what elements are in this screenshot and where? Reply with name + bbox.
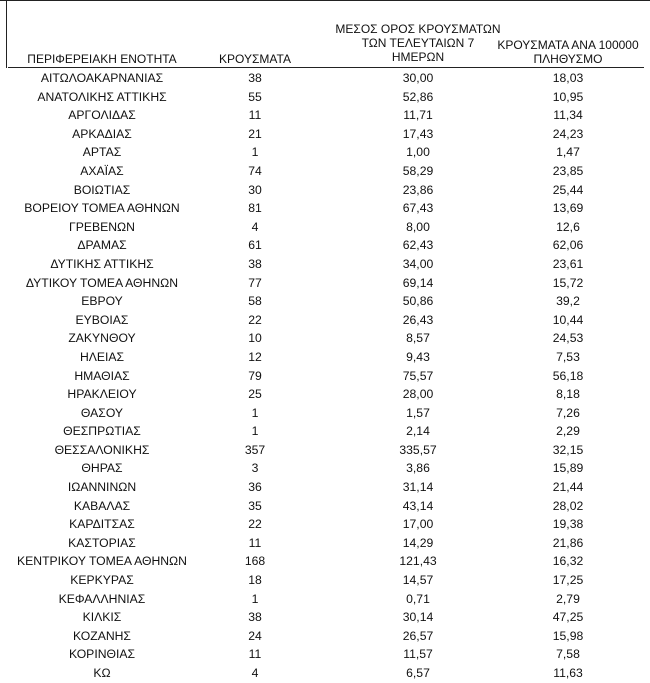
- top-border: [0, 0, 650, 1]
- table-row: [0, 125, 650, 144]
- per100k-cell: 11,34: [553, 108, 583, 123]
- region-cell: ΚΟΖΑΝΗΣ: [73, 628, 131, 643]
- cases-cell: 77: [248, 275, 262, 290]
- region-cell: ΒΟΙΩΤΙΑΣ: [73, 182, 131, 197]
- region-cell: ΑΡΚΑΔΙΑΣ: [72, 126, 132, 141]
- avg7-cell: 11,57: [403, 647, 433, 662]
- table-row: [0, 106, 650, 125]
- avg7-cell: 1,57: [406, 405, 430, 420]
- table-row: [0, 590, 650, 609]
- table-row: [0, 552, 650, 571]
- region-cell: ΚΩ: [93, 666, 111, 680]
- table-row: [0, 608, 650, 627]
- avg7-cell: 17,43: [402, 126, 434, 141]
- table-row: [0, 199, 650, 218]
- per100k-cell: 19,38: [552, 517, 584, 532]
- per100k-cell: 21,44: [552, 480, 584, 495]
- cases-cell: 25: [248, 387, 262, 402]
- per100k-cell: 7,58: [556, 647, 580, 662]
- cases-cell: 357: [244, 442, 266, 457]
- region-cell: ΚΟΡΙΝΘΙΑΣ: [68, 647, 136, 662]
- per100k-cell: 10,95: [552, 89, 584, 104]
- avg7-cell: 1,00: [406, 145, 430, 160]
- region-cell: ΑΙΤΩΛΟΑΚΑΡΝΑΝΙΑΣ: [40, 71, 164, 85]
- table-row: [0, 385, 650, 404]
- cases-cell: 1: [251, 424, 259, 439]
- table-row: [0, 69, 650, 88]
- region-cell: ΘΗΡΑΣ: [81, 461, 123, 476]
- avg7-cell: 121,43: [399, 554, 437, 569]
- region-cell: ΘΕΣΠΡΩΤΙΑΣ: [63, 424, 141, 439]
- region-cell: ΚΕΝΤΡΙΚΟΥ ΤΟΜΕΑ ΑΘΗΝΩΝ: [17, 554, 187, 569]
- table-row: [0, 534, 650, 553]
- cases-cell: 61: [248, 238, 262, 253]
- header-cases: ΚΡΟΥΣΜΑΤΑ: [219, 52, 291, 66]
- cases-cell: 38: [248, 71, 262, 85]
- per100k-cell: 2,29: [556, 424, 580, 439]
- avg7-cell: 43,14: [402, 498, 434, 513]
- table-row: [0, 329, 650, 348]
- cases-cell: 4: [251, 219, 259, 234]
- table-row: [0, 181, 650, 200]
- region-cell: ΖΑΚΥΝΘΟΥ: [68, 331, 136, 346]
- table-row: [0, 478, 650, 497]
- region-cell: ΚΑΣΤΟΡΙΑΣ: [68, 535, 136, 550]
- per100k-cell: 25,44: [552, 182, 584, 197]
- per100k-cell: 10,44: [552, 312, 584, 327]
- cases-cell: 55: [248, 89, 262, 104]
- region-cell: ΚΙΛΚΙΣ: [82, 610, 122, 625]
- per100k-cell: 13,69: [552, 201, 584, 216]
- cases-cell: 11: [248, 535, 262, 550]
- per100k-cell: 7,53: [556, 349, 580, 364]
- table-row: [0, 404, 650, 423]
- per100k-cell: 24,53: [552, 331, 584, 346]
- avg7-cell: 2,14: [406, 424, 430, 439]
- table-row: [0, 422, 650, 441]
- per100k-cell: 2,79: [556, 591, 580, 606]
- per100k-cell: 39,2: [556, 294, 580, 309]
- per100k-cell: 12,6: [556, 219, 580, 234]
- table-row: [0, 274, 650, 293]
- per100k-cell: 47,25: [552, 610, 584, 625]
- region-cell: ΔΥΤΙΚΟΥ ΤΟΜΕΑ ΑΘΗΝΩΝ: [25, 275, 179, 290]
- region-cell: ΙΩΑΝΝΙΝΩΝ: [67, 480, 137, 495]
- cases-cell: 1: [251, 591, 259, 606]
- per100k-cell: 23,85: [552, 163, 584, 178]
- avg7-cell: 30,00: [402, 71, 434, 85]
- region-cell: ΔΥΤΙΚΗΣ ΑΤΤΙΚΗΣ: [50, 256, 154, 271]
- per100k-cell: 18,03: [552, 71, 584, 85]
- cases-cell: 30: [248, 182, 262, 197]
- avg7-cell: 34,00: [402, 256, 434, 271]
- table-row: [0, 143, 650, 162]
- per100k-cell: 7,26: [556, 405, 580, 420]
- header-per100k-line1: ΚΡΟΥΣΜΑΤΑ ΑΝΑ 100000: [497, 38, 639, 52]
- per100k-cell: 32,15: [552, 442, 584, 457]
- avg7-cell: 28,00: [402, 387, 434, 402]
- avg7-cell: 67,43: [402, 201, 434, 216]
- table-row: [0, 311, 650, 330]
- table-row: [0, 218, 650, 237]
- avg7-cell: 26,43: [402, 312, 434, 327]
- table-row: [0, 348, 650, 367]
- header-region: ΠΕΡΙΦΕΡΕΙΑΚΗ ΕΝΟΤΗΤΑ: [27, 52, 177, 66]
- per100k-cell: 15,98: [552, 628, 584, 643]
- per100k-cell: 28,02: [552, 498, 584, 513]
- region-cell: ΗΜΑΘΙΑΣ: [74, 368, 130, 383]
- per100k-cell: 17,25: [552, 573, 584, 588]
- header-avg7-line2: ΤΩΝ ΤΕΛΕΥΤΑΙΩΝ 7: [361, 36, 475, 50]
- region-cell: ΑΡΤΑΣ: [82, 145, 122, 160]
- table-row: [0, 627, 650, 646]
- region-cell: ΑΧΑΪΑΣ: [80, 163, 124, 178]
- avg7-cell: 23,86: [402, 182, 434, 197]
- avg7-cell: 26,57: [402, 628, 434, 643]
- per100k-cell: 8,18: [556, 387, 580, 402]
- avg7-cell: 14,29: [402, 535, 434, 550]
- avg7-cell: 52,86: [402, 89, 434, 104]
- table-row: [0, 162, 650, 181]
- avg7-cell: 11,71: [403, 108, 433, 123]
- per100k-cell: 56,18: [552, 368, 584, 383]
- header-avg7-line3: ΗΜΕΡΩΝ: [391, 50, 445, 64]
- region-cell: ΑΡΓΟΛΙΔΑΣ: [68, 108, 136, 123]
- cases-cell: 58: [248, 294, 262, 309]
- region-cell: ΚΕΦΑΛΛΗΝΙΑΣ: [58, 591, 146, 606]
- avg7-cell: 17,00: [402, 517, 434, 532]
- table-row: [0, 515, 650, 534]
- table-row: [0, 645, 650, 664]
- cases-cell: 36: [248, 480, 262, 495]
- cases-cell: 81: [248, 201, 262, 216]
- region-cell: ΔΡΑΜΑΣ: [77, 238, 127, 253]
- region-cell: ΘΕΣΣΑΛΟΝΙΚΗΣ: [54, 442, 150, 457]
- avg7-cell: 75,57: [402, 368, 434, 383]
- avg7-cell: 0,71: [406, 591, 430, 606]
- table-row: [0, 571, 650, 590]
- table-row: [0, 236, 650, 255]
- per100k-cell: 62,06: [552, 238, 584, 253]
- cases-cell: 12: [248, 349, 262, 364]
- header-avg7-line1: ΜΕΣΟΣ ΟΡΟΣ ΚΡΟΥΣΜΑΤΩΝ: [335, 22, 501, 36]
- avg7-cell: 335,57: [399, 442, 437, 457]
- avg7-cell: 62,43: [402, 238, 434, 253]
- avg7-cell: 58,29: [402, 163, 434, 178]
- cases-cell: 168: [244, 554, 266, 569]
- avg7-cell: 50,86: [402, 294, 434, 309]
- per100k-cell: 21,86: [552, 535, 584, 550]
- avg7-cell: 6,57: [406, 666, 430, 680]
- avg7-cell: 8,00: [406, 219, 430, 234]
- cases-cell: 3: [251, 461, 259, 476]
- table-row: [0, 441, 650, 460]
- cases-cell: 22: [248, 517, 262, 532]
- avg7-cell: 31,14: [402, 480, 434, 495]
- table-row: [0, 367, 650, 386]
- region-cell: ΕΒΡΟΥ: [81, 294, 123, 309]
- cases-cell: 10: [248, 331, 262, 346]
- region-cell: ΑΝΑΤΟΛΙΚΗΣ ΑΤΤΙΚΗΣ: [37, 89, 167, 104]
- cases-cell: 21: [248, 126, 262, 141]
- region-cell: ΓΡΕΒΕΝΩΝ: [69, 219, 135, 234]
- cases-cell: 24: [248, 628, 262, 643]
- per100k-cell: 16,32: [552, 554, 584, 569]
- per100k-cell: 24,23: [552, 126, 584, 141]
- cases-cell: 79: [248, 368, 262, 383]
- avg7-cell: 9,43: [406, 349, 430, 364]
- per100k-cell: 15,89: [552, 461, 584, 476]
- table-row: [0, 664, 650, 683]
- table-body: [0, 69, 650, 683]
- cases-cell: 22: [248, 312, 262, 327]
- cases-cell: 1: [251, 405, 259, 420]
- table-row: [0, 88, 650, 107]
- region-cell: ΘΑΣΟΥ: [80, 405, 124, 420]
- table-row: [0, 255, 650, 274]
- header-per100k-line2: ΠΛΗΘΥΣΜΟ: [533, 52, 603, 66]
- region-cell: ΒΟΡΕΙΟΥ ΤΟΜΕΑ ΑΘΗΝΩΝ: [24, 201, 180, 216]
- region-cell: ΗΛΕΙΑΣ: [79, 349, 125, 364]
- per100k-cell: 23,61: [552, 256, 584, 271]
- cases-cell: 74: [248, 163, 262, 178]
- cases-cell: 18: [248, 573, 262, 588]
- header-per100k: [488, 38, 648, 66]
- table-row: [0, 459, 650, 478]
- cases-cell: 38: [248, 256, 262, 271]
- per100k-cell: 1,47: [556, 145, 580, 160]
- region-cell: ΚΕΡΚΥΡΑΣ: [70, 573, 134, 588]
- avg7-cell: 8,57: [406, 331, 430, 346]
- avg7-cell: 30,14: [402, 610, 434, 625]
- region-cell: ΚΑΡΔΙΤΣΑΣ: [69, 517, 135, 532]
- region-cell: ΗΡΑΚΛΕΙΟΥ: [67, 387, 137, 402]
- cases-cell: 35: [248, 498, 262, 513]
- avg7-cell: 3,86: [406, 461, 430, 476]
- avg7-cell: 69,14: [402, 275, 434, 290]
- per100k-cell: 15,72: [552, 275, 584, 290]
- cases-cell: 4: [251, 666, 259, 680]
- header-divider: [8, 67, 644, 68]
- region-cell: ΚΑΒΑΛΑΣ: [73, 498, 131, 513]
- per100k-cell: 11,63: [553, 666, 583, 680]
- region-cell: ΕΥΒΟΙΑΣ: [75, 312, 129, 327]
- table-header: [0, 20, 650, 68]
- avg7-cell: 14,57: [402, 573, 434, 588]
- cases-cell: 1: [251, 145, 259, 160]
- cases-cell: 11: [248, 647, 262, 662]
- cases-cell: 38: [248, 610, 262, 625]
- table-row: [0, 497, 650, 516]
- table-row: [0, 292, 650, 311]
- cases-cell: 11: [248, 108, 262, 123]
